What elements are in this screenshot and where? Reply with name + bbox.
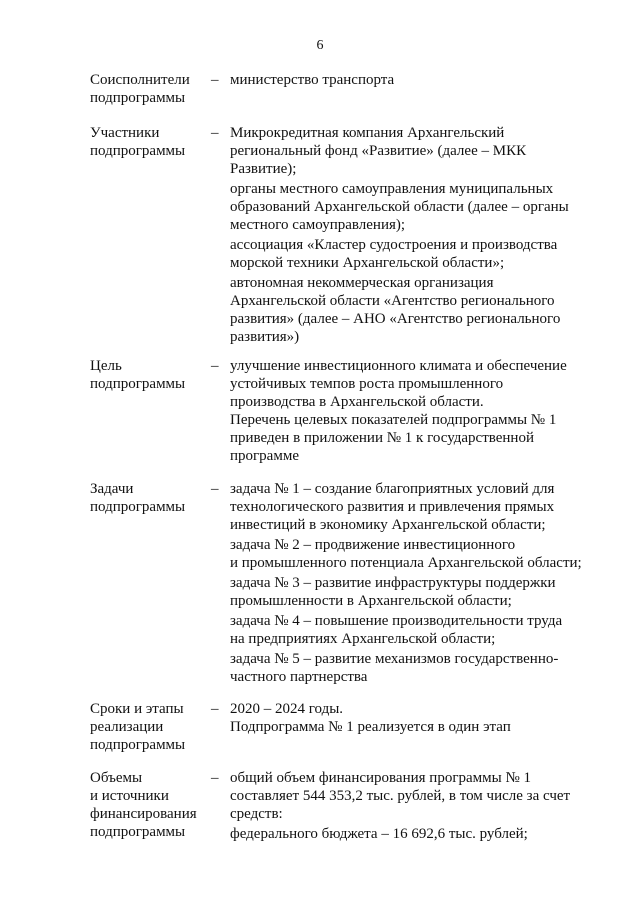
row-paragraph: ассоциация «Кластер судостроения и производства морской техники Архангельской области»;: [230, 237, 558, 271]
row-paragraph: задача № 5 – развитие механизмов государственно- частного партнерства: [230, 651, 559, 685]
row-paragraph: Микрокредитная компания Архангельский региональный фонд «Развитие» (далее – МКК Развитие);: [230, 125, 527, 177]
row-content: [230, 357, 590, 467]
row-label: Цель подпрограммы: [90, 358, 186, 392]
row-paragraph: органы местного самоуправления муниципальных образований Архангельской области (далее – органы местного самоуправления);: [230, 181, 569, 233]
row-dash: –: [211, 481, 219, 497]
row-label: Участники подпрограммы: [90, 125, 186, 159]
row-content: [230, 769, 590, 845]
row-content: [230, 480, 590, 688]
row-paragraph: 2020 – 2024 годы. Подпрограмма № 1 реализуется в один этап: [230, 701, 511, 735]
row-content: [230, 71, 590, 91]
row-paragraph: федерального бюджета – 16 692,6 тыс. рублей;: [230, 826, 528, 842]
row-dash: –: [211, 701, 219, 717]
row-content: [230, 124, 590, 348]
row-paragraph: автономная некоммерческая организация Архангельской области «Агентство регионального развития» (далее – АНО «Агентство регионального развития»): [230, 275, 561, 345]
row-paragraph: задача № 4 – повышение производительности труда на предприятиях Архангельской области;: [230, 613, 563, 647]
row-paragraph: задача № 1 – создание благоприятных условий для технологического развития и привлечения прямых инвестиций в экономику Архангельской области;: [230, 481, 555, 533]
row-paragraph: задача № 3 – развитие инфраструктуры поддержки промышленности в Архангельской области;: [230, 575, 556, 609]
row-label: Сроки и этапы реализации подпрограммы: [90, 701, 186, 753]
row-paragraph: улучшение инвестиционного климата и обеспечение устойчивых темпов роста промышленного производства в Архангельской области. Перечень целевых показателей подпрограммы № 1 приведен в приложении № 1 к государственной программе: [230, 358, 567, 464]
row-content: [230, 700, 590, 738]
row-label: Соисполнители подпрограммы: [90, 72, 190, 106]
row-dash: –: [211, 72, 219, 88]
row-paragraph: министерство транспорта: [230, 72, 395, 88]
page-number: 6: [316, 38, 324, 53]
row-dash: –: [211, 125, 219, 141]
row-label: Задачи подпрограммы: [90, 481, 186, 515]
row-paragraph: общий объем финансирования программы № 1 составляет 544 353,2 тыс. рублей, в том числе за счет средств:: [230, 770, 571, 822]
row-dash: –: [211, 770, 219, 786]
row-paragraph: задача № 2 – продвижение инвестиционного и промышленного потенциала Архангельской области;: [230, 537, 582, 571]
row-dash: –: [211, 358, 219, 374]
row-label: Объемы и источники финансирования подпрограммы: [90, 770, 197, 840]
